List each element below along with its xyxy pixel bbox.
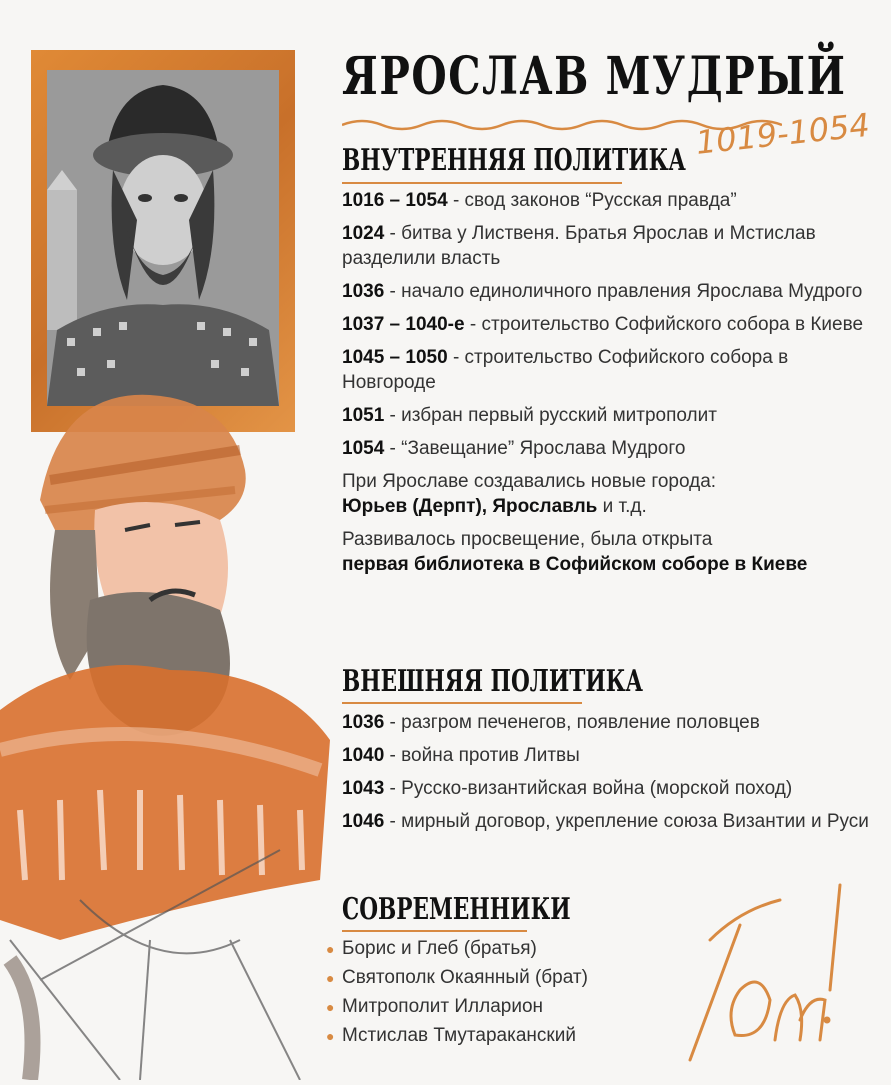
contemporaries-heading: СОВРЕМЕННИКИ xyxy=(342,892,571,927)
external-item: 1043 - Русско-византийская война (морской поход) xyxy=(342,778,793,799)
internal-item: 1024 - битва у Лиственя. Братья Ярослав и Мстислав разделили власть xyxy=(342,223,816,269)
internal-item: 1051 - избран первый русский митрополит xyxy=(342,405,717,426)
list-item: ● Святополк Окаянный (брат) xyxy=(326,965,646,994)
external-policy-heading: ВНЕШНЯЯ ПОЛИТИКА xyxy=(342,664,643,699)
internal-item: 1054 - “Завещание” Ярослава Мудрого xyxy=(342,438,686,459)
internal-item: 1036 - начало единоличного правления Ярослава Мудрого xyxy=(342,281,863,302)
internal-heading-underline xyxy=(342,182,622,184)
yaroslav-illustration xyxy=(0,380,340,1080)
cities-note: При Ярославе создавались новые города: Юрьев (Дерпт), Ярославль и т.д. xyxy=(342,471,717,517)
internal-item: 1016 – 1054 - свод законов “Русская правда” xyxy=(342,190,737,211)
bullet-dot-icon: ● xyxy=(326,1028,335,1044)
internal-policy-heading: ВНУТРЕННЯЯ ПОЛИТИКА xyxy=(342,143,686,178)
handwritten-signature xyxy=(680,870,860,1075)
contemporaries-list xyxy=(326,936,646,1052)
bullet-dot-icon: ● xyxy=(326,999,335,1015)
external-heading-underline xyxy=(342,702,582,704)
internal-policy-list xyxy=(342,188,872,585)
bullet-dot-icon: ● xyxy=(326,970,335,986)
internal-item: 1037 – 1040-е - строительство Софийского собора в Киеве xyxy=(342,314,864,335)
external-item: 1046 - мирный договор, укрепление союза Византии и Руси xyxy=(342,811,869,832)
external-item: 1036 - разгром печенегов, появление половцев xyxy=(342,712,760,733)
list-item: ● Борис и Глеб (братья) xyxy=(326,936,646,965)
reign-years: 1019-1054 xyxy=(694,105,872,162)
education-note: Развивалось просвещение, была открыта первая библиотека в Софийском соборе в Киеве xyxy=(342,529,808,575)
list-item: ● Мстислав Тмутараканский xyxy=(326,1023,646,1052)
internal-item: 1045 – 1050 - строительство Софийского собора в Новгороде xyxy=(342,347,789,393)
contemporaries-heading-underline xyxy=(342,930,527,932)
page-title: ЯРОСЛАВ МУДРЫЙ xyxy=(342,46,847,107)
external-item: 1040 - война против Литвы xyxy=(342,745,580,766)
external-policy-list xyxy=(342,710,872,842)
portrait-frame xyxy=(31,50,295,432)
list-item: ● Митрополит Илларион xyxy=(326,994,646,1023)
portrait-image xyxy=(47,70,279,406)
bullet-dot-icon: ● xyxy=(326,941,335,957)
